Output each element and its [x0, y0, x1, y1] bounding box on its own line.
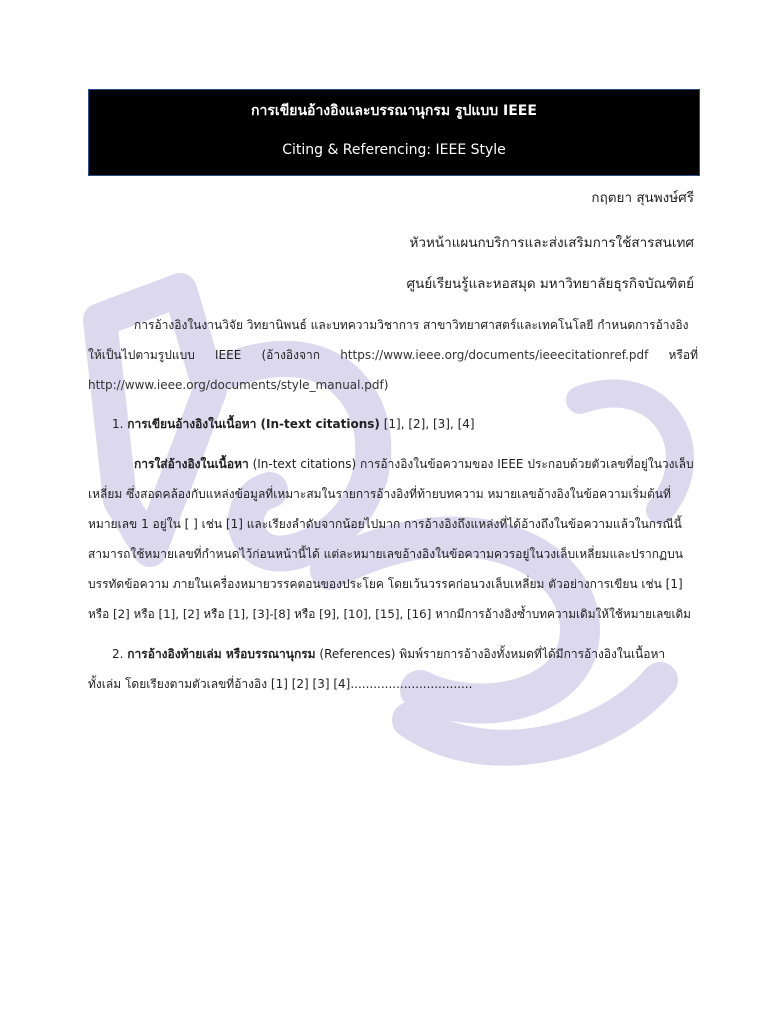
section-1-heading: 1. การเขียนอ้างอิงในเนื้อหา (In-text citations) [1], [2], [3], [4] — [112, 417, 475, 431]
ieee-style-manual-link[interactable]: http://www.ieee.org/documents/style_manual.pdf) — [88, 378, 389, 392]
fill-dots: ................................ — [350, 677, 473, 691]
title-banner — [88, 89, 700, 176]
title-english: Citing & Referencing: IEEE Style — [282, 142, 506, 158]
author-position: หัวหน้าแผนกบริการและส่งเสริมการใช้สารสนเทศ — [409, 235, 694, 251]
intro-line-1: การอ้างอิงในงานวิจัย วิทยานิพนธ์ และบทความวิชาการ สาขาวิทยาศาสตร์และเทคโนโลยี กำหนดการอ้างอิง — [134, 318, 689, 332]
ieee-citation-link[interactable]: https://www.ieee.org/documents/ieeecitationref.pdf — [340, 348, 649, 362]
intro-line-2: ให้เป็นไปตามรูปแบบ IEEE (อ้างอิงจาก https://www.ieee.org/documents/ieeecitationref.pdf หรือที่ — [88, 348, 698, 362]
section-1-body: การใส่อ้างอิงในเนื้อหา (In-text citations) การอ้างอิงในข้อความของ IEEE ประกอบด้วยตัวเลขที่อยู่ในวงเล็บ เหลี่ยม ซึ่งสอดคล้องกับแหล่งข้อมูลที่เหมาะสมในรายการอ้างอิงที่ท้ายบทความ หมายเลขอ้างอิงในข้อความเริ่มต้นที่ หมายเลข 1 อยู่ใน [ ] เช่น [1] และเรียงลำดับจากน้อยไปมาก การอ้างอิงถึงแหล่งที่ได้อ้างถึงในข้อความแล้วในกรณีนี้ สามารถใช้หมายเลขที่กำหนดไว้ก่อนหน้านี้ได้ แต่ละหมายเลขอ้างอิงในข้อความควรอยู่ในวงเล็บเหลี่ยมและปรากฏบน บรรทัดข้อความ ภายในเครื่องหมายวรรคตอนของประโยค โดยเว้นวรรคก่อนวงเล็บเหลี่ยม ตัวอย่างการเขียน เช่น [1] หรือ [2] หรือ [1], [2] หรือ [1], [3]-[8] หรือ [9], [10], [15], [16] หากมีการอ้างอิงซ้ำบทความเดิมให้ใช้หมายเลขเดิม — [88, 457, 694, 621]
section-2-title: การอ้างอิงท้ายเล่ม หรือบรรณานุกรม — [127, 647, 316, 661]
section-2: 2. การอ้างอิงท้ายเล่ม หรือบรรณานุกรม (References) พิมพ์รายการอ้างอิงทั้งหมดที่ได้มีการอ้างอิงในเนื้อหา ทั้งเล่ม โดยเรียงตามตัวเลขที่อ้างอิง [1] [2] [3] [4]................................ — [88, 647, 666, 691]
title-thai: การเขียนอ้างอิงและบรรณานุกรม รูปแบบ IEEE — [251, 103, 537, 119]
author-name: กฤตยา สุนพงษ์ศรี — [591, 190, 694, 206]
section-1-title: การเขียนอ้างอิงในเนื้อหา (In-text citations) — [127, 417, 380, 431]
author-organization: ศูนย์เรียนรู้และหอสมุด มหาวิทยาลัยธุรกิจบัณฑิตย์ — [406, 276, 694, 292]
intro-paragraph — [88, 310, 698, 400]
section-1-refs: [1], [2], [3], [4] — [383, 417, 475, 431]
